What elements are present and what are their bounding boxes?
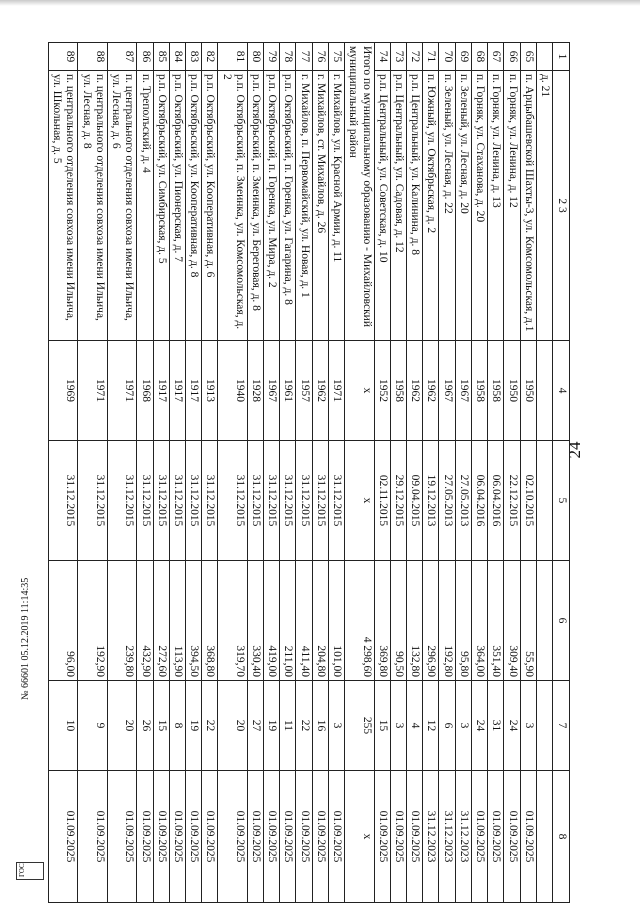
cell-n: 86 <box>137 43 153 71</box>
cell-loc: п. Зеленый, ул. Лесная, д. 22 <box>439 71 455 341</box>
cell-area: 95,80 <box>455 561 471 681</box>
table-row <box>455 43 471 903</box>
cell-area: 113,90 <box>169 561 185 681</box>
table-row <box>153 43 169 903</box>
cell-due: 01.09.2025 <box>312 771 328 903</box>
header-cell: 2 3 <box>553 71 570 341</box>
cell-loc: р.п. Октябрьский, п. Змеинка, ул. Береговая, д. 8 <box>247 71 263 341</box>
cell-cnt: 20 <box>218 681 247 771</box>
cell-area: 296,90 <box>423 561 439 681</box>
cell-loc: р.п. Октябрьский, ул. Пионерская, д. 7 <box>169 71 185 341</box>
cell-due: 01.09.2025 <box>488 771 504 903</box>
cell-area: 432,90 <box>137 561 153 681</box>
cell-cnt: 19 <box>264 681 280 771</box>
cell-area <box>536 561 552 681</box>
cell-n: 87 <box>107 43 136 71</box>
cell-loc: г. Михайлов, ул. Красной Армии, д. 11 <box>328 71 344 341</box>
cell-cnt: 3 <box>520 681 536 771</box>
cell-n: 84 <box>169 43 185 71</box>
cell-due: 01.09.2025 <box>169 771 185 903</box>
cell-date: 02.10.2015 <box>520 441 536 561</box>
cell-n: 68 <box>471 43 487 71</box>
cell-date: 29.12.2015 <box>390 441 406 561</box>
table-row <box>488 43 504 903</box>
cell-cnt: 4 <box>407 681 423 771</box>
cell-date: 31.12.2015 <box>137 441 153 561</box>
cell-due: x <box>345 771 374 903</box>
cell-due: 01.09.2025 <box>247 771 263 903</box>
cell-due <box>536 771 552 903</box>
table-row <box>247 43 263 903</box>
header-cell: 6 <box>553 561 570 681</box>
cell-n: 66 <box>504 43 520 71</box>
cell-date: 31.12.2015 <box>312 441 328 561</box>
cell-n <box>536 43 552 71</box>
total-label: Итого по муниципальному образованию - Михайловский муниципальный район <box>345 43 374 341</box>
cell-year: 1971 <box>107 341 136 441</box>
cell-area: 272,60 <box>153 561 169 681</box>
table-row <box>169 43 185 903</box>
cell-area: 192,90 <box>78 561 107 681</box>
cell-due: 01.09.2025 <box>185 771 201 903</box>
cell-year: 1958 <box>488 341 504 441</box>
cell-n: 74 <box>374 43 390 71</box>
cell-n: 69 <box>455 43 471 71</box>
cell-year: 1950 <box>520 341 536 441</box>
table-row <box>137 43 153 903</box>
cell-n: 77 <box>296 43 312 71</box>
cell-due: 01.09.2025 <box>280 771 296 903</box>
cell-cnt: 3 <box>390 681 406 771</box>
cell-cnt: 24 <box>471 681 487 771</box>
cell-loc: п. Арцыбашевской Шахты-3, ул. Комсомольская, д.1 <box>520 71 536 341</box>
cell-cnt: 22 <box>202 681 218 771</box>
cell-cnt: 6 <box>439 681 455 771</box>
cell-area: 309,40 <box>504 561 520 681</box>
cell-due: 01.09.2025 <box>78 771 107 903</box>
cell-year: 1962 <box>312 341 328 441</box>
housing-table <box>48 42 570 903</box>
cell-cnt: 9 <box>78 681 107 771</box>
header-row <box>553 43 570 903</box>
table-row <box>312 43 328 903</box>
table-row <box>471 43 487 903</box>
cell-area: 90,50 <box>390 561 406 681</box>
cell-n: 72 <box>407 43 423 71</box>
cell-loc: п. Зеленый, ул. Лесная, д. 20 <box>455 71 471 341</box>
cell-cnt: 3 <box>455 681 471 771</box>
cell-date: 31.12.2015 <box>153 441 169 561</box>
cell-due: 01.09.2025 <box>471 771 487 903</box>
cell-year: 1961 <box>280 341 296 441</box>
cell-cnt: 27 <box>247 681 263 771</box>
cell-due: 01.09.2025 <box>153 771 169 903</box>
cell-n: 81 <box>218 43 247 71</box>
cell-year: 1950 <box>504 341 520 441</box>
cell-area: 4 298,60 <box>345 561 374 681</box>
cell-date: 22.12.2015 <box>504 441 520 561</box>
header-cell: 7 <box>553 681 570 771</box>
cell-loc: п. Горняк, ул. Ленина, д. 12 <box>504 71 520 341</box>
cell-cnt: 19 <box>185 681 201 771</box>
cell-loc: р.п. Октябрьский, ул. Кооперативная, д. 8 <box>185 71 201 341</box>
cell-area: 351,40 <box>488 561 504 681</box>
cell-due: 01.09.2025 <box>264 771 280 903</box>
cell-due: 01.09.2025 <box>407 771 423 903</box>
rotated-table-container <box>51 42 570 902</box>
cell-year: x <box>345 341 374 441</box>
total-row <box>345 43 374 903</box>
cell-date: 06.04.2016 <box>488 441 504 561</box>
cell-area: 132,80 <box>407 561 423 681</box>
cell-year: 1917 <box>185 341 201 441</box>
cell-loc: р.п. Октябрьский, ул. Симбирская, д. 5 <box>153 71 169 341</box>
cell-date: x <box>345 441 374 561</box>
cell-area: 55,90 <box>520 561 536 681</box>
cell-due: 01.09.2025 <box>218 771 247 903</box>
doc-stamp: № 66601 05.12.2019 11:14:35 <box>20 577 31 700</box>
table-row <box>390 43 406 903</box>
cell-loc: р.п. Октябрьский, ул. Кооперативная, д. 6 <box>202 71 218 341</box>
cell-loc: д. 21 <box>536 71 552 341</box>
cell-year: 1952 <box>374 341 390 441</box>
header-cell: 5 <box>553 441 570 561</box>
cell-due: 01.09.2025 <box>504 771 520 903</box>
header-cell: 4 <box>553 341 570 441</box>
table-row <box>439 43 455 903</box>
cell-due: 01.09.2025 <box>390 771 406 903</box>
cell-date: 31.12.2015 <box>296 441 312 561</box>
cell-n: 89 <box>49 43 78 71</box>
cell-due: 01.09.2025 <box>137 771 153 903</box>
cell-loc: п. Горняк, ул. Стаханова, д. 20 <box>471 71 487 341</box>
table-row <box>280 43 296 903</box>
cell-n: 76 <box>312 43 328 71</box>
cell-area: 101,00 <box>328 561 344 681</box>
cell-year: 1962 <box>423 341 439 441</box>
cell-cnt: 31 <box>488 681 504 771</box>
cell-cnt: 22 <box>296 681 312 771</box>
cell-area: 239,80 <box>107 561 136 681</box>
cell-area: 369,80 <box>374 561 390 681</box>
cell-date: 31.12.2015 <box>218 441 247 561</box>
cell-loc: г. Михайлов, ст. Михайлов, д. 26 <box>312 71 328 341</box>
table-row <box>504 43 520 903</box>
cell-due: 01.09.2025 <box>374 771 390 903</box>
cell-year: 1958 <box>471 341 487 441</box>
cell-due: 01.09.2025 <box>107 771 136 903</box>
cell-due: 31.12.2023 <box>439 771 455 903</box>
cell-year: 1913 <box>202 341 218 441</box>
cell-year: 1971 <box>78 341 107 441</box>
table-row <box>107 43 136 903</box>
cell-loc: г. Михайлов, п. Первомайский, ул. Новая, д. 1 <box>296 71 312 341</box>
cell-loc: р.п. Октябрьский, п. Горенка, ул. Мира, д. 2 <box>264 71 280 341</box>
table-body <box>49 43 553 903</box>
cell-date: 19.12.2013 <box>423 441 439 561</box>
table-row <box>520 43 536 903</box>
cell-due: 01.09.2025 <box>49 771 78 903</box>
table-row <box>407 43 423 903</box>
cell-year: 1969 <box>49 341 78 441</box>
cell-loc: р.п. Октябрьский, п. Змеинка, ул. Комсомольская, д. 2 <box>218 71 247 341</box>
cell-date: 31.12.2015 <box>107 441 136 561</box>
stamp-logo: ГОС <box>16 862 44 880</box>
page-number: 24 <box>565 441 584 459</box>
cell-area: 394,50 <box>185 561 201 681</box>
table-row <box>185 43 201 903</box>
cell-cnt: 24 <box>504 681 520 771</box>
cell-n: 80 <box>247 43 263 71</box>
table-row <box>218 43 247 903</box>
header-cell: 1 <box>553 43 570 71</box>
cell-n: 78 <box>280 43 296 71</box>
cell-area: 411,40 <box>296 561 312 681</box>
cell-loc: п. центрального отделения совхоза имени Ильича, ул. Школьная, д. 5 <box>49 71 78 341</box>
cell-year: 1967 <box>439 341 455 441</box>
cell-area: 368,80 <box>202 561 218 681</box>
cell-area: 192,80 <box>439 561 455 681</box>
cell-date: 02.11.2015 <box>374 441 390 561</box>
cell-cnt: 26 <box>137 681 153 771</box>
cell-date: 31.12.2015 <box>247 441 263 561</box>
cell-n: 88 <box>78 43 107 71</box>
cell-n: 82 <box>202 43 218 71</box>
cell-year: 1958 <box>390 341 406 441</box>
cell-area: 204,80 <box>312 561 328 681</box>
cell-n: 79 <box>264 43 280 71</box>
cell-n: 71 <box>423 43 439 71</box>
table-row <box>374 43 390 903</box>
cell-area: 364,00 <box>471 561 487 681</box>
cell-due: 01.09.2025 <box>520 771 536 903</box>
cell-date: 06.04.2016 <box>471 441 487 561</box>
cell-year: 1928 <box>247 341 263 441</box>
cell-cnt: 3 <box>328 681 344 771</box>
table-row <box>328 43 344 903</box>
cell-n: 85 <box>153 43 169 71</box>
cell-cnt: 15 <box>153 681 169 771</box>
cell-n: 75 <box>328 43 344 71</box>
cell-loc: р.п. Центральный, ул. Садовая, д. 12 <box>390 71 406 341</box>
cell-year: 1917 <box>153 341 169 441</box>
cell-date: 31.12.2015 <box>280 441 296 561</box>
cell-year: 1967 <box>455 341 471 441</box>
cell-date: 27.05.2013 <box>439 441 455 561</box>
cell-date: 27.05.2013 <box>455 441 471 561</box>
cell-cnt: 16 <box>312 681 328 771</box>
cell-loc: п. Треполъский, д. 4 <box>137 71 153 341</box>
cell-cnt: 15 <box>374 681 390 771</box>
cell-n: 67 <box>488 43 504 71</box>
cell-date: 31.12.2015 <box>264 441 280 561</box>
cell-year: 1940 <box>218 341 247 441</box>
cell-loc: р.п. Центральный, ул. Советская, д. 10 <box>374 71 390 341</box>
cell-cnt: 8 <box>169 681 185 771</box>
cell-year: 1962 <box>407 341 423 441</box>
cell-year: 1917 <box>169 341 185 441</box>
table-row <box>536 43 552 903</box>
cell-date <box>536 441 552 561</box>
cell-date: 31.12.2015 <box>328 441 344 561</box>
cell-date: 09.04.2015 <box>407 441 423 561</box>
cell-date: 31.12.2015 <box>49 441 78 561</box>
cell-year: 1957 <box>296 341 312 441</box>
cell-cnt: 255 <box>345 681 374 771</box>
cell-area: 96,00 <box>49 561 78 681</box>
cell-n: 73 <box>390 43 406 71</box>
table-row <box>296 43 312 903</box>
cell-n: 65 <box>520 43 536 71</box>
cell-area: 211,00 <box>280 561 296 681</box>
table-row <box>202 43 218 903</box>
cell-date: 31.12.2015 <box>169 441 185 561</box>
cell-cnt: 20 <box>107 681 136 771</box>
cell-area: 419,00 <box>264 561 280 681</box>
cell-loc: п. центрального отделения совхоза имени Ильича, ул. Лесная, д. 6 <box>107 71 136 341</box>
cell-cnt <box>536 681 552 771</box>
cell-loc: п. Горняк, ул. Ленина, д. 13 <box>488 71 504 341</box>
cell-cnt: 12 <box>423 681 439 771</box>
table-row <box>78 43 107 903</box>
cell-date: 31.12.2015 <box>202 441 218 561</box>
header-cell: 8 <box>553 771 570 903</box>
table-row <box>49 43 78 903</box>
table-row <box>264 43 280 903</box>
cell-loc: р.п. Октябрьский, п. Горенка, ул. Гагарина, д. 8 <box>280 71 296 341</box>
cell-due: 01.09.2025 <box>202 771 218 903</box>
cell-cnt: 11 <box>280 681 296 771</box>
cell-year <box>536 341 552 441</box>
cell-due: 31.12.2023 <box>455 771 471 903</box>
table-row <box>423 43 439 903</box>
cell-year: 1968 <box>137 341 153 441</box>
cell-date: 31.12.2015 <box>78 441 107 561</box>
cell-date: 31.12.2015 <box>185 441 201 561</box>
scan-edge <box>0 0 640 6</box>
cell-n: 70 <box>439 43 455 71</box>
cell-loc: п. центрального отделения совхоза имени Ильича, ул. Лесная, д. 8 <box>78 71 107 341</box>
cell-loc: п. Южный, ул. Октябрьская, д. 2 <box>423 71 439 341</box>
cell-year: 1971 <box>328 341 344 441</box>
cell-area: 319,70 <box>218 561 247 681</box>
cell-n: 83 <box>185 43 201 71</box>
cell-area: 330,40 <box>247 561 263 681</box>
cell-due: 01.09.2025 <box>296 771 312 903</box>
cell-due: 31.12.2023 <box>423 771 439 903</box>
cell-cnt: 10 <box>49 681 78 771</box>
cell-year: 1967 <box>264 341 280 441</box>
cell-due: 01.09.2025 <box>328 771 344 903</box>
cell-loc: р.п. Центральный, ул. Калинина, д. 8 <box>407 71 423 341</box>
